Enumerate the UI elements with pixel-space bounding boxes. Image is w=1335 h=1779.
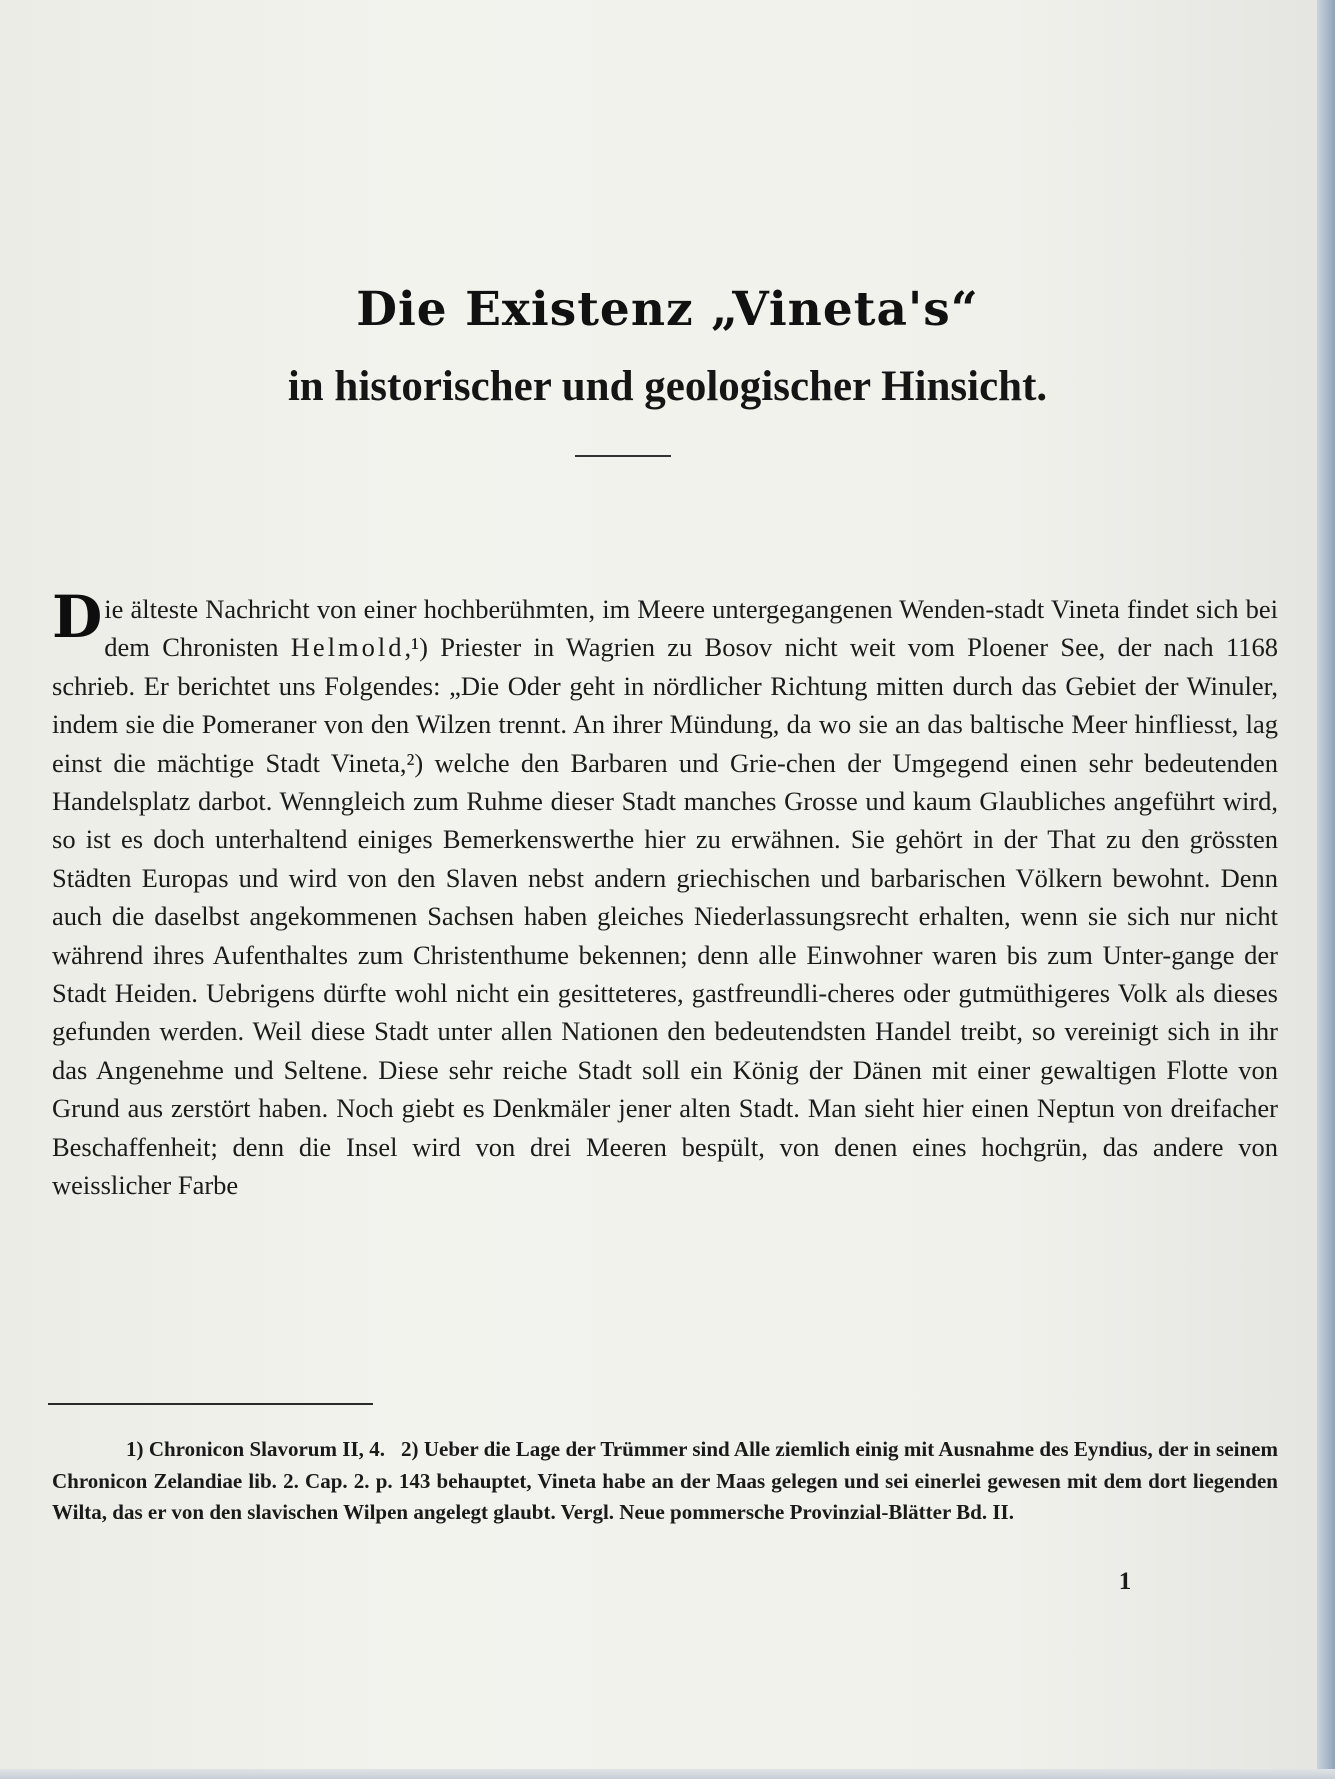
author-name: Helmold	[290, 632, 405, 663]
footnotes	[52, 1434, 1278, 1529]
page-subtitle: in historischer und geologischer Hinsicht.	[287, 363, 1048, 410]
footnote-divider	[48, 1403, 373, 1405]
body-text-part1: ie älteste Nachricht von einer hochberühmten, im Meere untergegangenen Wenden-stadt Vineta findet sich bei dem Chronisten	[104, 594, 1278, 663]
page-number: 1	[1118, 1568, 1132, 1595]
footnote-1: 1) Chronicon Slavorum II, 4.	[126, 1437, 385, 1461]
body-paragraph	[52, 583, 1278, 1205]
title-divider	[575, 455, 671, 457]
page-edge-shadow	[1317, 0, 1335, 1779]
footnote-2: 2) Ueber die Lage der Trümmer sind Alle ziemlich einig mit Ausnahme des Eyndius, der in seinem Chronicon Zelandiae lib. 2. Cap. 2. p. 143 behauptet, Vineta habe an der Maas gelegen und sei einerlei gewesen mit dem dort liegenden Wilta, das er von den slavischen Wilpen angelegt glaubt. Vergl. Neue pommersche Provinzial-Blätter Bd. II.	[52, 1437, 1278, 1524]
body-text-part2: ,¹) Priester in Wagrien zu Bosov nicht weit vom Ploener See, der nach 1168 schrieb. Er berichtet uns Folgendes: „Die Oder geht in nördlicher Richtung mitten durch das Gebiet der Winuler, indem sie die Pomeraner von den Wilzen trennt. An ihrer Mündung, da wo sie an das baltische Meer hinfliesst, lag einst die mächtige Stadt Vineta,²) welche den Barbaren und Grie-chen der Umgegend einen sehr bedeutenden Handelsplatz darbot. Wenngleich zum Ruhme dieser Stadt manches Grosse und kaum Glaubliches angeführt wird, so ist es doch unterhaltend einiges Bemerkenswerthe hier zu erwähnen. Sie gehört in der That zu den grössten Städten Europas und wird von den Slaven nebst andern griechischen und barbarischen Völkern bewohnt. Denn auch die daselbst angekommenen Sachsen haben gleiches Niederlassungsrecht erhalten, wenn sie sich nur nicht während ihres Aufenthaltes zum Christenthume bekennen; denn alle Einwohner waren bis zum Unter-gange der Stadt Heiden. Uebrigens dürfte wohl nicht ein gesitteteres, gastfreundli-cheres oder gutmüthigeres Volk als dieses gefunden werden. Weil diese Stadt unter allen Nationen den bedeutendsten Handel treibt, so vereinigt sich in ihr das Angenehme und Seltene. Diese sehr reiche Stadt soll ein König der Dänen mit einer gewaltigen Flotte von Grund aus zerstört haben. Noch giebt es Denkmäler jener alten Stadt. Man sieht hier einen Neptun von dreifacher Beschaffenheit; denn die Insel wird von drei Meeren bespült, von denen eines hochgrün, das andere von weisslicher Farbe	[52, 632, 1278, 1201]
page-bottom-edge	[0, 1769, 1335, 1779]
page-title: Die Existenz „Vineta's“	[356, 282, 979, 337]
drop-cap: D	[52, 583, 103, 651]
